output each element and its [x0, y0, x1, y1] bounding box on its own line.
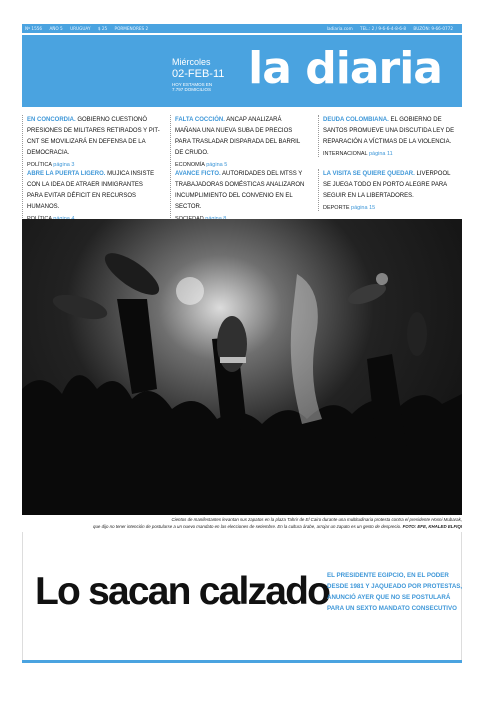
page-ref: página 15 [351, 205, 376, 211]
teaser-item[interactable] [22, 115, 160, 168]
issue-number: Nº 1556 [25, 26, 43, 31]
teaser-section [27, 162, 160, 168]
newspaper-logo: la diaria [248, 43, 442, 94]
teaser-body: LIVERPOOL SE JUEGA TODO EN PORTO ALEGRE PARA SEGUIR EN LA LIBERTADORES. [323, 171, 451, 199]
section-name: POLÍTICA [27, 162, 52, 168]
caption-line-1: Cientos de manifestantes levantan sus zapatos en la plaza Tahrir de El Cairo durante una multitudinaria protesta contra el presidente Hosni Mubarak, [171, 517, 462, 522]
masthead-top-strip [22, 24, 462, 33]
teaser-kicker: LA VISITA SE QUIERE QUEDAR. [323, 171, 415, 177]
teaser-text [175, 169, 308, 213]
issue-info [25, 24, 154, 33]
caption-line-2 [22, 523, 462, 530]
teaser-text [27, 169, 160, 213]
lead-story[interactable] [22, 532, 462, 660]
photo-caption [22, 516, 462, 530]
teaser-section [323, 205, 456, 211]
circulation-label: HOY ESTAMOS EN [172, 82, 213, 87]
caption-text: que dijo no tener intención de postularse a un nuevo mandato en las elecciones de setiembre. En la cultura árabe, arrojar un zapato es un gesto de desprecio. [93, 524, 402, 529]
page-ref: página 5 [206, 162, 228, 168]
website: ladiaria.com [326, 26, 353, 31]
teaser-body: ANCAP ANALIZARÁ MAÑANA UNA NUEVA SUBA DE PRECIOS PARA TRASLADAR DISPARADA DEL BARRIL DE CRUDO. [175, 117, 300, 156]
weekday: Miércoles [172, 57, 211, 67]
issue-country: URUGUAY [70, 26, 91, 31]
teaser-item[interactable] [170, 115, 308, 168]
date: 02-FEB-11 [172, 68, 225, 80]
bottom-accent-bar [22, 660, 462, 663]
mailbox: BUZÓN: 9-66-0772 [413, 26, 453, 31]
teaser-kicker: FALTA COCCIÓN. [175, 117, 225, 123]
masthead-date-block [172, 57, 224, 92]
issue-price: $ 25 [97, 26, 108, 31]
teaser-body: AUTORIDADES DEL MTSS Y TRABAJADORAS DOMÉSTICAS ANALIZARON INCUMPLIMIENTO DEL CONVENIO EN EL SECTOR. [175, 171, 305, 210]
teaser-kicker: EN CONCORDIA. [27, 117, 76, 123]
teaser-item[interactable] [170, 169, 308, 222]
issue-extra: PORMENORES 2 [114, 26, 149, 31]
teaser-section [323, 151, 456, 157]
teaser-text [27, 115, 160, 159]
headline-deck: EL PRESIDENTE EGIPCIO, EN EL PODER DESDE 1981 Y JAQUEADO POR PROTESTAS, ANUNCIÓ AYER QUE NO SE POSTULARÁ PARA UN SEXTO MANDATO CONSECUTIVO [327, 572, 463, 612]
photo-credit: FOTO: EFE, KHALED ELFIQI [402, 524, 462, 529]
teaser-body: GOBIERNO CUESTIONÓ PRESIONES DE MILITARES RETIRADOS Y PIT-CNT SE MOVILIZARÁ EN DEFENSA DE LA DEMOCRACIA. [27, 117, 160, 156]
lead-photo-protest-shoes[interactable] [22, 219, 462, 515]
photo-illustration [22, 219, 462, 515]
teaser-body: EL GOBIERNO DE SANTOS PROMUEVE UNA DISCUTIDA LEY DE REPARACIÓN A VÍCTIMAS DE LA VIOLENCIA. [323, 117, 455, 145]
section-name: DEPORTE [323, 205, 350, 211]
teaser-item[interactable] [22, 169, 160, 222]
circulation-count: 7.797 DOMICILIOS [172, 87, 212, 92]
issue-year: AÑO 5 [49, 26, 63, 31]
teaser-body: MUJICA INSISTE CON LA IDEA DE ATRAER INMIGRANTES PARA EVITAR DÉFICIT EN RECURSOS HUMANOS. [27, 171, 155, 210]
teaser-item[interactable] [318, 115, 456, 157]
page-ref: página 3 [53, 162, 75, 168]
section-name: INTERNACIONAL [323, 151, 368, 157]
section-name: ECONOMÍA [175, 162, 205, 168]
teaser-text [323, 115, 456, 148]
raised-shoes [50, 246, 427, 372]
teaser-item[interactable] [318, 169, 456, 211]
main-headline: Lo sacan calzado [35, 570, 330, 613]
contact-info [327, 24, 459, 33]
page-ref: página 11 [368, 151, 393, 157]
teaser-kicker: AVANCE FICTO. [175, 171, 221, 177]
teaser-kicker: ABRE LA PUERTA LIGERO. [27, 171, 106, 177]
teaser-kicker: DEUDA COLOMBIANA. [323, 117, 389, 123]
masthead [22, 35, 462, 107]
phone: TEL.: 2 / 9-6-6-4-8-6-8 [360, 26, 407, 31]
teaser-text [323, 169, 456, 202]
teaser-text [175, 115, 308, 159]
teaser-section [175, 162, 308, 168]
